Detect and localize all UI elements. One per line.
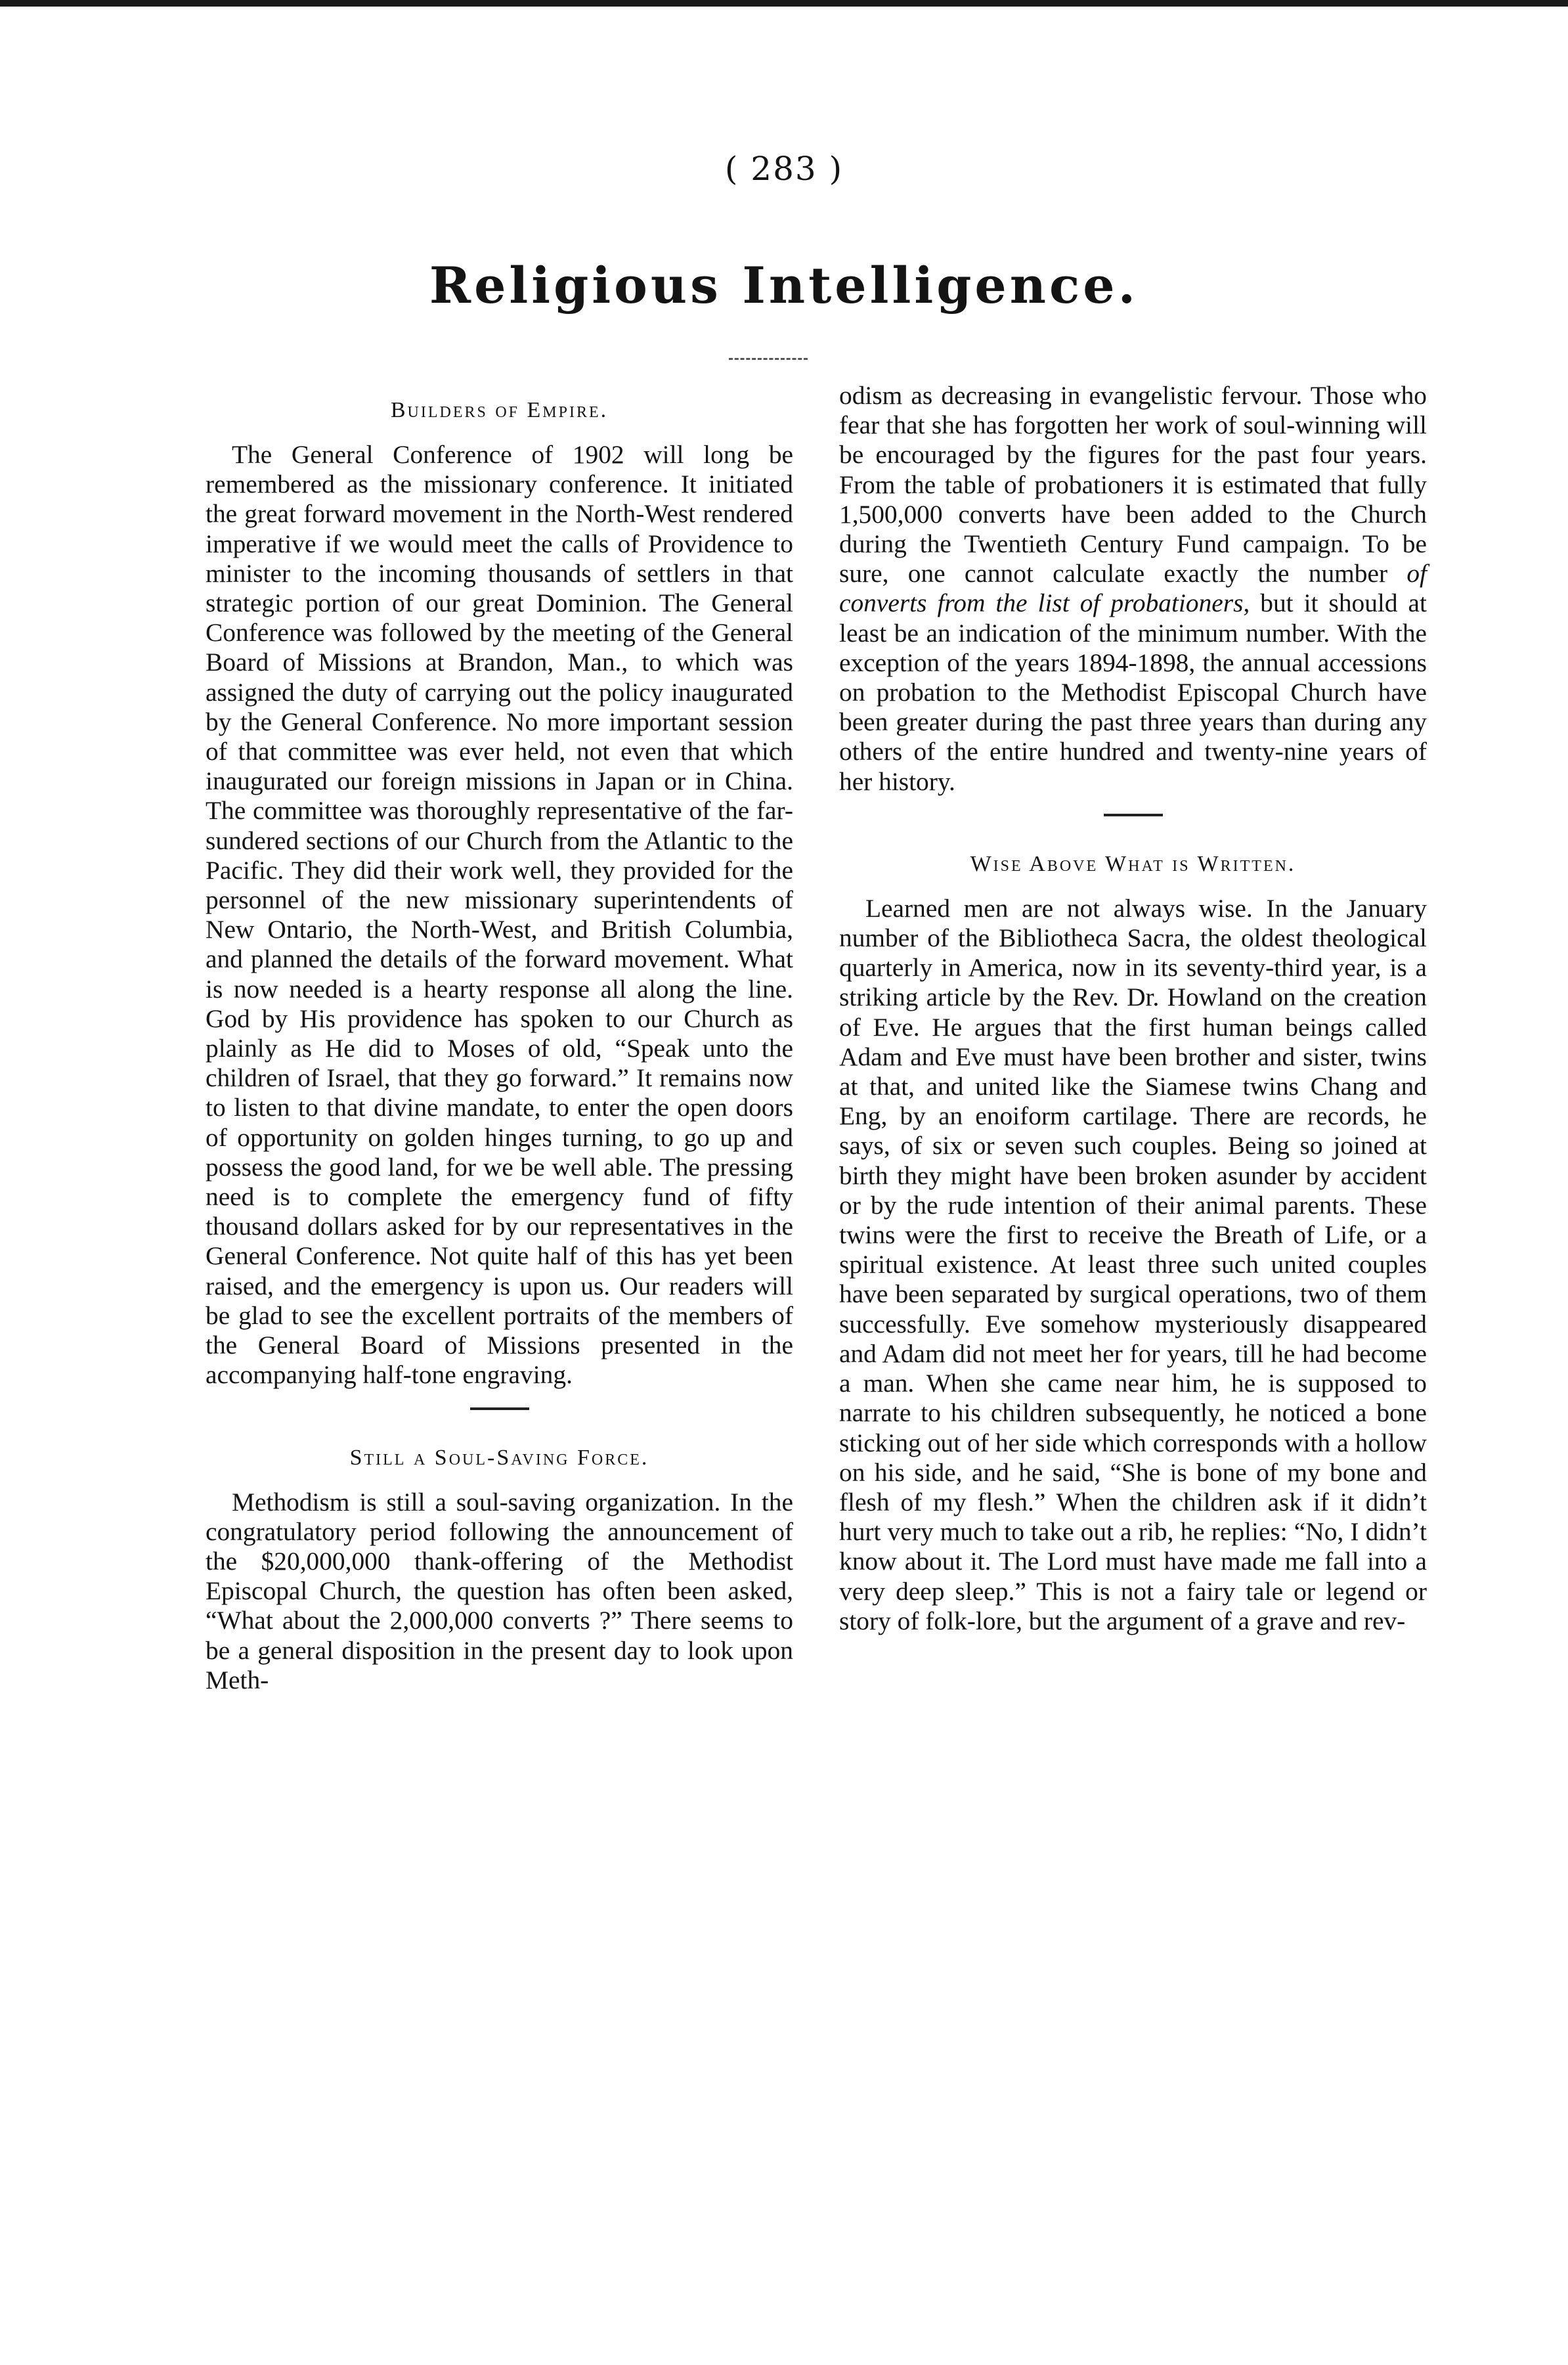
section-title-builders-of-empire: Builders of Empire. — [390, 398, 609, 422]
page-number: ( 283 ) — [724, 150, 844, 188]
section-title-still-a-soul-saving-force: Still a Soul-Saving Force. — [349, 1445, 649, 1470]
soul-saving-italic-text: of converts from the list of probationers, — [839, 559, 1427, 618]
section-title-wise-above-what-is-written: Wise Above What is Written. — [970, 851, 1296, 876]
section-divider — [470, 1407, 529, 1410]
left-column — [206, 381, 793, 1695]
soul-saving-text-b: but it should at least be an indication of the minimum number. With the exception of the years 1894-1898, the annual accessions on probation to the Methodist Episcopal Church have been greater during the past three years than during any others of the entire hundred and twenty-nine years of her history. — [839, 588, 1427, 796]
soul-saving-paragraph-part-1: Methodism is still a soul-saving organization. In the congratulatory period following the announcement of the $20,000,000 thank-offering of the Methodist Episcopal Church, the question has often been asked, “What about the 2,000,000 converts ?” There seems to be a general disposition in the present day to look upon Meth- — [206, 1487, 793, 1694]
right-column — [839, 381, 1427, 1636]
builders-of-empire-paragraph: The General Conference of 1902 will long be remembered as the missionary conference. It initiated the great forward movement in the North-West rendered imperative if we would meet the calls of Providence to minister to the incoming thousands of settlers in that strategic portion of our great Dominion. The General Conference was followed by the meeting of the General Board of Missions at Brandon, Man., to which was assigned the duty of carrying out the policy inaugurated by the General Conference. No more important session of that committee was ever held, not even that which inaugurated our foreign missions in Japan or in China. The committee was thoroughly representative of the far-sundered sections of our Church from the Atlantic to the Pacific. They did their work well, they provided for the personnel of the new missionary superintendents of New Ontario, the North-West, and British Columbia, and planned the details of the forward movement. What is now needed is a hearty response all along the line. God by His providence has spoken to our Church as plainly as He did to Moses of old, “Speak unto the children of Israel, that they go forward.” It remains now to listen to that divine mandate, to enter the open doors of opportunity on golden hinges turning, to go up and possess the good land, for we be well able. The pressing need is to complete the emergency fund of fifty thousand dollars asked for by our representatives in the General Conference. Not quite half of this has yet been raised, and the emergency is upon us. Our readers will be glad to see the excellent portraits of the members of the General Board of Missions presented in the accompanying half-tone engraving. — [206, 440, 793, 1390]
soul-saving-text-a: odism as decreasing in evangelistic fervour. Those who fear that she has forgotten her work of soul-winning will be encouraged by the figures for the past four years. From the table of probationers it is estimated that fully 1,500,000 converts have been added to the Church during the Twentieth Century Fund campaign. To be sure, one cannot calculate exactly the number — [839, 381, 1427, 588]
page-heading: Religious Intelligence. — [429, 256, 1139, 315]
top-border-rule — [0, 0, 1568, 7]
wise-above-paragraph: Learned men are not always wise. In the January number of the Bibliotheca Sacra, the oldest theological quarterly in America, now in its seventy-third year, is a striking article by the Rev. Dr. Howland on the creation of Eve. He argues that the first human beings called Adam and Eve must have been brother and sister, twins at that, and united like the Siamese twins Chang and Eng, by an enoiform cartilage. There are records, he says, of six or seven such couples. Being so joined at birth they might have been broken asunder by accident or by the rude intention of their animal parents. These twins were the first to receive the Breath of Life, or a spiritual existence. At least three such united couples have been separated by surgical operations, two of them successfully. Eve somehow mysteriously disappeared and Adam did not meet her for years, till he had become a man. When she came near him, he is supposed to narrate to his children subsequently, he noticed a bone sticking out of her side which corresponds with a hollow on his side, and he said, “She is bone of my bone and flesh of my flesh.” When the children ask if it didn’t hurt very much to take out a rib, he replies: “No, I didn’t know about it. The Lord must have made me fall into a very deep sleep.” This is not a fairy tale or legend or story of folk-lore, but the argument of a grave and rev- — [839, 893, 1427, 1635]
section-divider — [1104, 814, 1163, 816]
heading-divider — [729, 358, 808, 360]
soul-saving-paragraph-part-2 — [839, 381, 1427, 797]
